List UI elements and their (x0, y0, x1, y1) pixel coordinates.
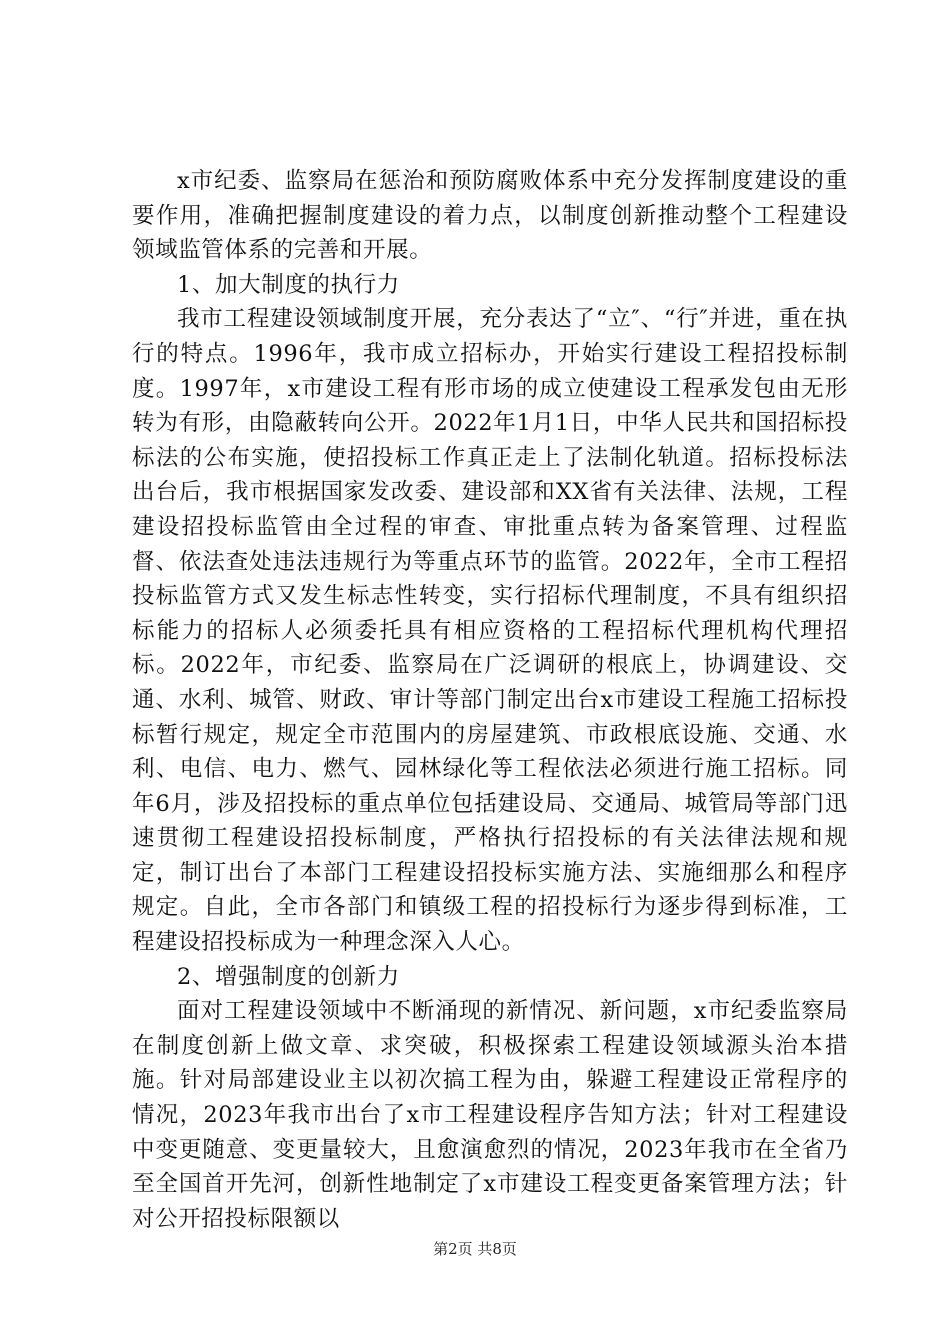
paragraph-section-2: 面对工程建设领域中不断涌现的新情况、新问题，x市纪委监察局在制度创新上做文章、求突破，积极探索工程建设领域源头治本措施。针对局部建设业主以初次搞工程为由，躲避工程建设正常程序的情况，2023年我市出台了x市工程建设程序告知方法；针对工程建设中变更随意、变更量较大，且愈演愈烈的情况，2023年我市在全省乃至全国首开先河，创新性地制定了x市建设工程变更备案管理方法；针对公开招投标限额以 (132, 998, 848, 1232)
section-heading-1: 1、加大制度的执行力 (177, 271, 400, 298)
page-footer: 第2页 共8页 (433, 1240, 517, 1258)
document-body (132, 164, 848, 1236)
paragraph-section-1: 我市工程建设领域制度开展，充分表达了“立″、“行″并进，重在执行的特点。1996年，我市成立招标办，开始实行建设工程招投标制度。1997年，x市建设工程有形市场的成立使建设工程承发包由无形转为有形，由隐蔽转向公开。2022年1月1日，中华人民共和国招标投标法的公布实施，使招投标工作真正走上了法制化轨道。招标投标法出台后，我市根据国家发改委、建设部和XX省有关法律、法规，工程建设招投标监管由全过程的审查、审批重点转为备案管理、过程监督、依法查处违法违规行为等重点环节的监管。2022年，全市工程招投标监管方式又发生标志性转变，实行招标代理制度，不具有组织招标能力的招标人必须委托具有相应资格的工程招标代理机构代理招标。2022年，市纪委、监察局在广泛调研的根底上，协调建设、交通、水利、城管、财政、审计等部门制定出台x市建设工程施工招标投标暂行规定，规定全市范围内的房屋建筑、市政根底设施、交通、水利、电信、电力、燃气、园林绿化等工程依法必须进行施工招标。同年6月，涉及招投标的重点单位包括建设局、交通局、城管局等部门迅速贯彻工程建设招投标制度，严格执行招投标的有关法律法规和规定，制订出台了本部门工程建设招投标实施方法、实施细那么和程序规定。自此，全市各部门和镇级工程的招投标行为逐步得到标准，工程建设招投标成为一种理念深入人心。 (132, 306, 848, 956)
section-heading-2: 2、增强制度的创新力 (177, 963, 400, 990)
paragraph-intro: x市纪委、监察局在惩治和预防腐败体系中充分发挥制度建设的重要作用，准确把握制度建设的着力点，以制度创新推动整个工程建设领域监管体系的完善和开展。 (132, 168, 848, 264)
